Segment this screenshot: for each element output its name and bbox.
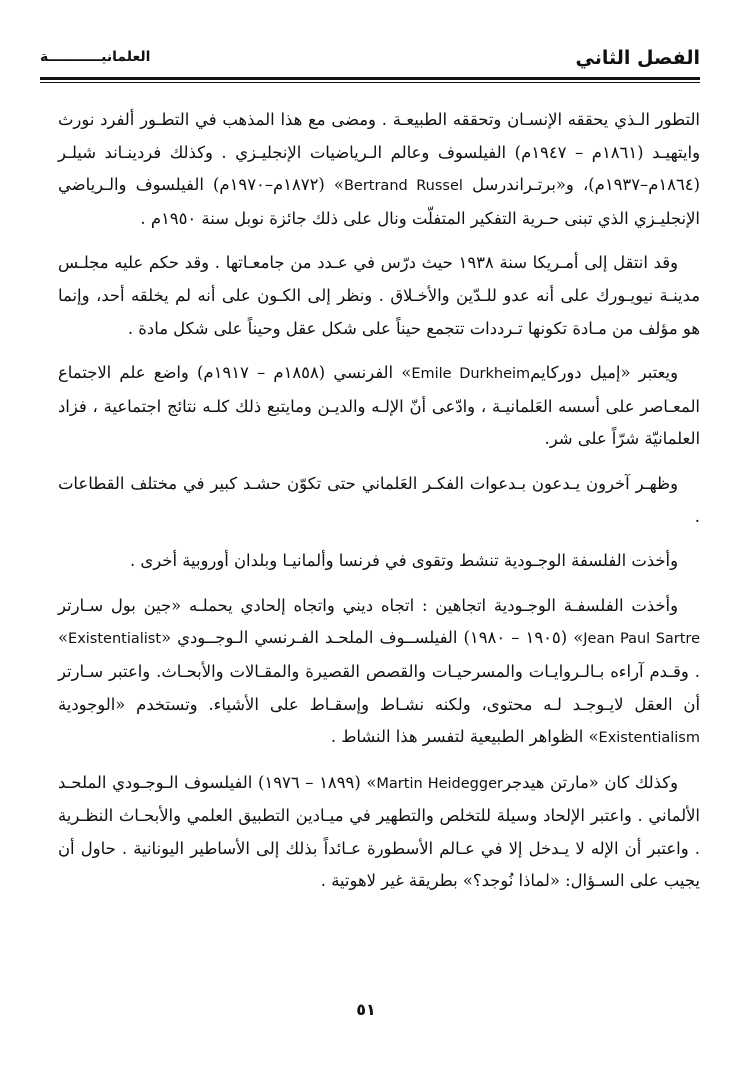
paragraph: وكذلك كان «مارتن هيدجرMartin Heidegger» (١٨٩٩ – ١٩٧٦) الفيلسوف الـوجـودي الملحـد الألماني . واعتبر الإلحاد وسيلة للتخلص والتطهير في ميـادين التطبيق العلمي والأبحـاث النظـرية . واعتبر أن الإله لا يـدخل إلا في عـالم الأسطورة عـائداً بذلك إلى الأساطير اليونانية . حاول أن يجيب على السـؤال: «لماذا نُوجد؟» بطريقة غير لاهوتية .	[58, 772, 700, 891]
paragraph: وظهـر آخرون يـدعون بـدعوات الفكـر العَلماني حتى تكوّن حشـد كبير في مختلف القطاعات .	[58, 473, 700, 526]
paragraph: وأخذت الفلسفـة الوجـودية اتجاهين : اتجاه ديني واتجاه إلحادي يحملـه «جين بول سـارتر Jean Paul Sartre» (١٩٠٥ – ١٩٨٠) الفيلســوف الملحـد الفـرنسي الـوجــودي «Existentialist» . وقـدم آراءه بـالـروايـات والمسرحيـات والقصص القصيرة والمقـالات والأبحـاث. واعتبر سـارتر أن العقل لايـوجـد لـه محتوى، ولكنه نشـاط وإسقـاط على الأشياء. وتستخدم «الوجودية Existentialism» الظواهر الطبيعية لتفسر هذا النشاط .	[58, 595, 700, 747]
page-header	[40, 45, 700, 85]
header-rule-thin	[40, 82, 700, 83]
paragraph: وأخذت الفلسفة الوجـودية تنشط وتقوى في فرنسا وألمانيـا وبلدان أوروبية أخرى .	[130, 551, 678, 571]
latin-name: Martin Heidegger	[376, 775, 503, 792]
latin-name: Bertrand Russel	[343, 178, 463, 195]
paragraph: التطور الـذي يحققه الإنسـان وتحققه الطبيعـة . ومضى مع هذا المذهب في التطـور ألفرد نورث وايتهيـد (١٨٦١م – ١٩٤٧م) الفيلسوف وعالم الـرياضيات الإنجليـزي . وكذلك فردينـاند شيلـر (١٨٦٤م–١٩٣٧م)، و«برتـراندرسل Bertrand Russel» (١٨٧٢م–١٩٧٠م) الفيلسوف والـرياضي الإنجليـزي الذي تبنى حـرية التفكير المتفلّت ونال على ذلك جائزة نوبل سنة ١٩٥٠م .	[58, 110, 701, 228]
page-number: ٥١	[356, 1000, 376, 1019]
latin-name: Emile Durkheim	[411, 366, 531, 383]
header-rule-thick	[40, 77, 700, 80]
running-title: العلمانيـــــــــــة	[40, 49, 151, 65]
latin-term: Existentialism	[598, 730, 700, 747]
paragraph: ويعتبر «إميل دوركايمEmile Durkheim» الفرنسي (١٨٥٨م – ١٩١٧م) واضع علم الاجتماع المعـاصر على أسسه العَلمانيـة ، وادّعى أنّ الإلـه والديـن ومايتبع ذلك كلـه نتائج اجتماعية ، فزاد العلمانيّة شرّاً على شر.	[58, 363, 700, 449]
chapter-title: الفصل الثاني	[575, 47, 700, 69]
paragraph: وقد انتقل إلى أمـريكا سنة ١٩٣٨ حيث درّس في عـدد من جامعـاتها . وقد حكم عليه مجلـس مدينـة نيويـورك على أنه عدو للـدّين والأخـلاق . ونظر إلى الكـون على أنه لم يخلقه أحد، وإنما هو مؤلف من مـادة تكونها تـرددات تتجمع حيناً على شكل عقل وحيناً على شكل مادة .	[58, 253, 700, 338]
latin-term: Existentialist	[68, 631, 162, 648]
body-text	[58, 104, 700, 910]
latin-name: Jean Paul Sartre	[583, 631, 700, 648]
